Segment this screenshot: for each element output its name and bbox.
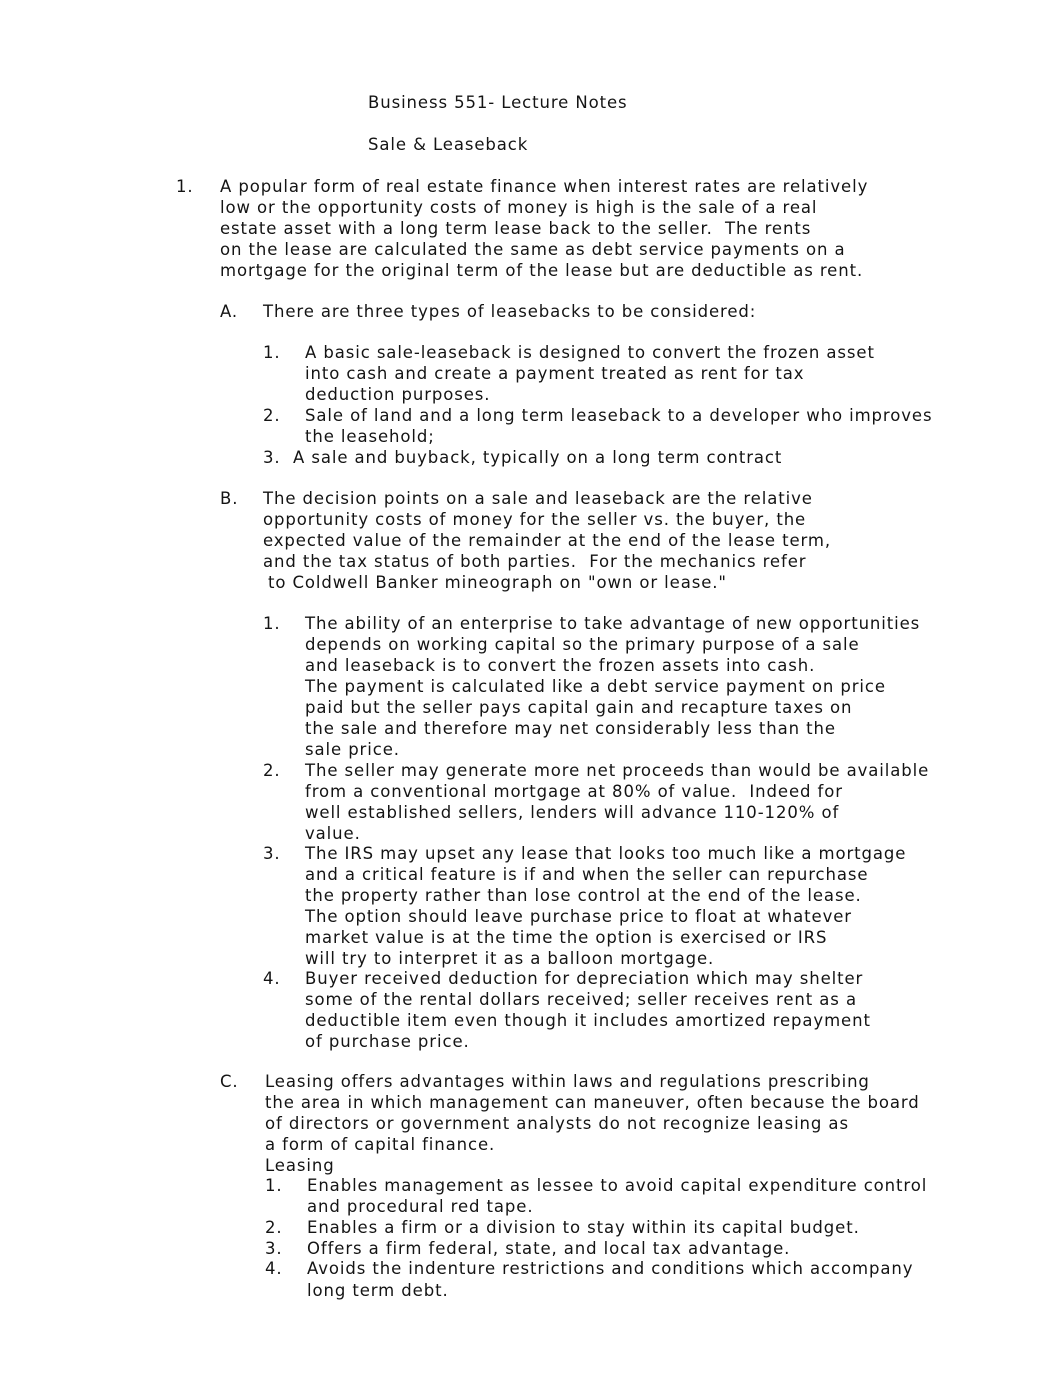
list-item-line: the property rather than lose control at the end of the lease. [305,886,862,905]
list-item-line: from a conventional mortgage at 80% of value. Indeed for [305,782,843,801]
subsection-letter: A. [220,302,239,321]
list-item-line: The seller may generate more net proceeds than would be available [305,761,930,780]
list-item-line: A basic sale-leaseback is designed to convert the frozen asset [305,343,875,362]
paragraph-line: Leasing [265,1156,335,1175]
list-item-line: of purchase price. [305,1032,470,1051]
list-item-line: long term debt. [307,1281,449,1300]
page-title: Business 551- Lecture Notes [368,93,628,112]
list-item-number: 3. [263,448,281,467]
list-item-line: The ability of an enterprise to take advantage of new opportunities [305,614,921,633]
list-item-line: and leaseback is to convert the frozen assets into cash. [305,656,816,675]
list-item-number: 1. [265,1176,283,1195]
list-item-line: the leasehold; [305,427,435,446]
list-item-line: Enables a firm or a division to stay within its capital budget. [307,1218,860,1237]
list-item-line: Avoids the indenture restrictions and conditions which accompany [307,1259,914,1278]
paragraph-line: of directors or government analysts do not recognize leasing as [265,1114,849,1133]
list-item-line: into cash and create a payment treated as rent for tax [305,364,805,383]
list-item-line: Offers a firm federal, state, and local tax advantage. [307,1239,791,1258]
list-item-number: 3. [263,844,281,863]
list-item-number: 4. [263,969,281,988]
paragraph-line: on the lease are calculated the same as debt service payments on a [220,240,846,259]
list-item-line: The payment is calculated like a debt service payment on price [305,677,886,696]
list-item-line: A sale and buyback, typically on a long term contract [293,448,783,467]
paragraph-line: to Coldwell Banker mineograph on "own or lease." [268,573,727,592]
paragraph-line: The decision points on a sale and leaseback are the relative [263,489,813,508]
paragraph-line: low or the opportunity costs of money is high is the sale of a real [220,198,818,217]
list-item-line: sale price. [305,740,400,759]
paragraph-line: and the tax status of both parties. For the mechanics refer [263,552,807,571]
list-item-line: deductible item even though it includes amortized repayment [305,1011,871,1030]
paragraph-line: opportunity costs of money for the seller vs. the buyer, the [263,510,807,529]
list-item-number: 2. [263,761,281,780]
paragraph-line: expected value of the remainder at the end of the lease term, [263,531,832,550]
list-item-line: and procedural red tape. [307,1197,534,1216]
page-subtitle: Sale & Leaseback [368,135,529,154]
list-item-line: well established sellers, lenders will advance 110-120% of [305,803,840,822]
paragraph-line: the area in which management can maneuver, often because the board [265,1093,920,1112]
list-item-number: 1. [263,614,281,633]
list-item-line: and a critical feature is if and when the seller can repurchase [305,865,869,884]
list-item-line: will try to interpret it as a balloon mortgage. [305,949,715,968]
list-item-line: Buyer received deduction for depreciation which may shelter [305,969,864,988]
paragraph-line: estate asset with a long term lease back to the seller. The rents [220,219,812,238]
list-item-line: Enables management as lessee to avoid capital expenditure control [307,1176,928,1195]
section-number: 1. [176,177,194,196]
list-item-line: deduction purposes. [305,385,491,404]
subsection-letter: B. [220,489,239,508]
list-item-line: market value is at the time the option is exercised or IRS [305,928,828,947]
list-item-number: 4. [265,1259,283,1278]
paragraph-line: a form of capital finance. [265,1135,496,1154]
subsection-heading: There are three types of leasebacks to be considered: [263,302,757,321]
list-item-number: 3. [265,1239,283,1258]
list-item-number: 2. [263,406,281,425]
list-item-line: The option should leave purchase price to float at whatever [305,907,852,926]
list-item-line: depends on working capital so the primary purpose of a sale [305,635,860,654]
list-item-line: Sale of land and a long term leaseback to a developer who improves [305,406,933,425]
list-item-line: the sale and therefore may net considerably less than the [305,719,836,738]
paragraph-line: mortgage for the original term of the lease but are deductible as rent. [220,261,864,280]
paragraph-line: Leasing offers advantages within laws and regulations prescribing [265,1072,870,1091]
list-item-line: value. [305,824,361,843]
paragraph-line: A popular form of real estate finance when interest rates are relatively [220,177,869,196]
list-item-number: 2. [265,1218,283,1237]
list-item-line: The IRS may upset any lease that looks too much like a mortgage [305,844,907,863]
subsection-letter: C. [220,1072,239,1091]
list-item-line: some of the rental dollars received; seller receives rent as a [305,990,857,1009]
list-item-number: 1. [263,343,281,362]
list-item-line: paid but the seller pays capital gain and recapture taxes on [305,698,853,717]
